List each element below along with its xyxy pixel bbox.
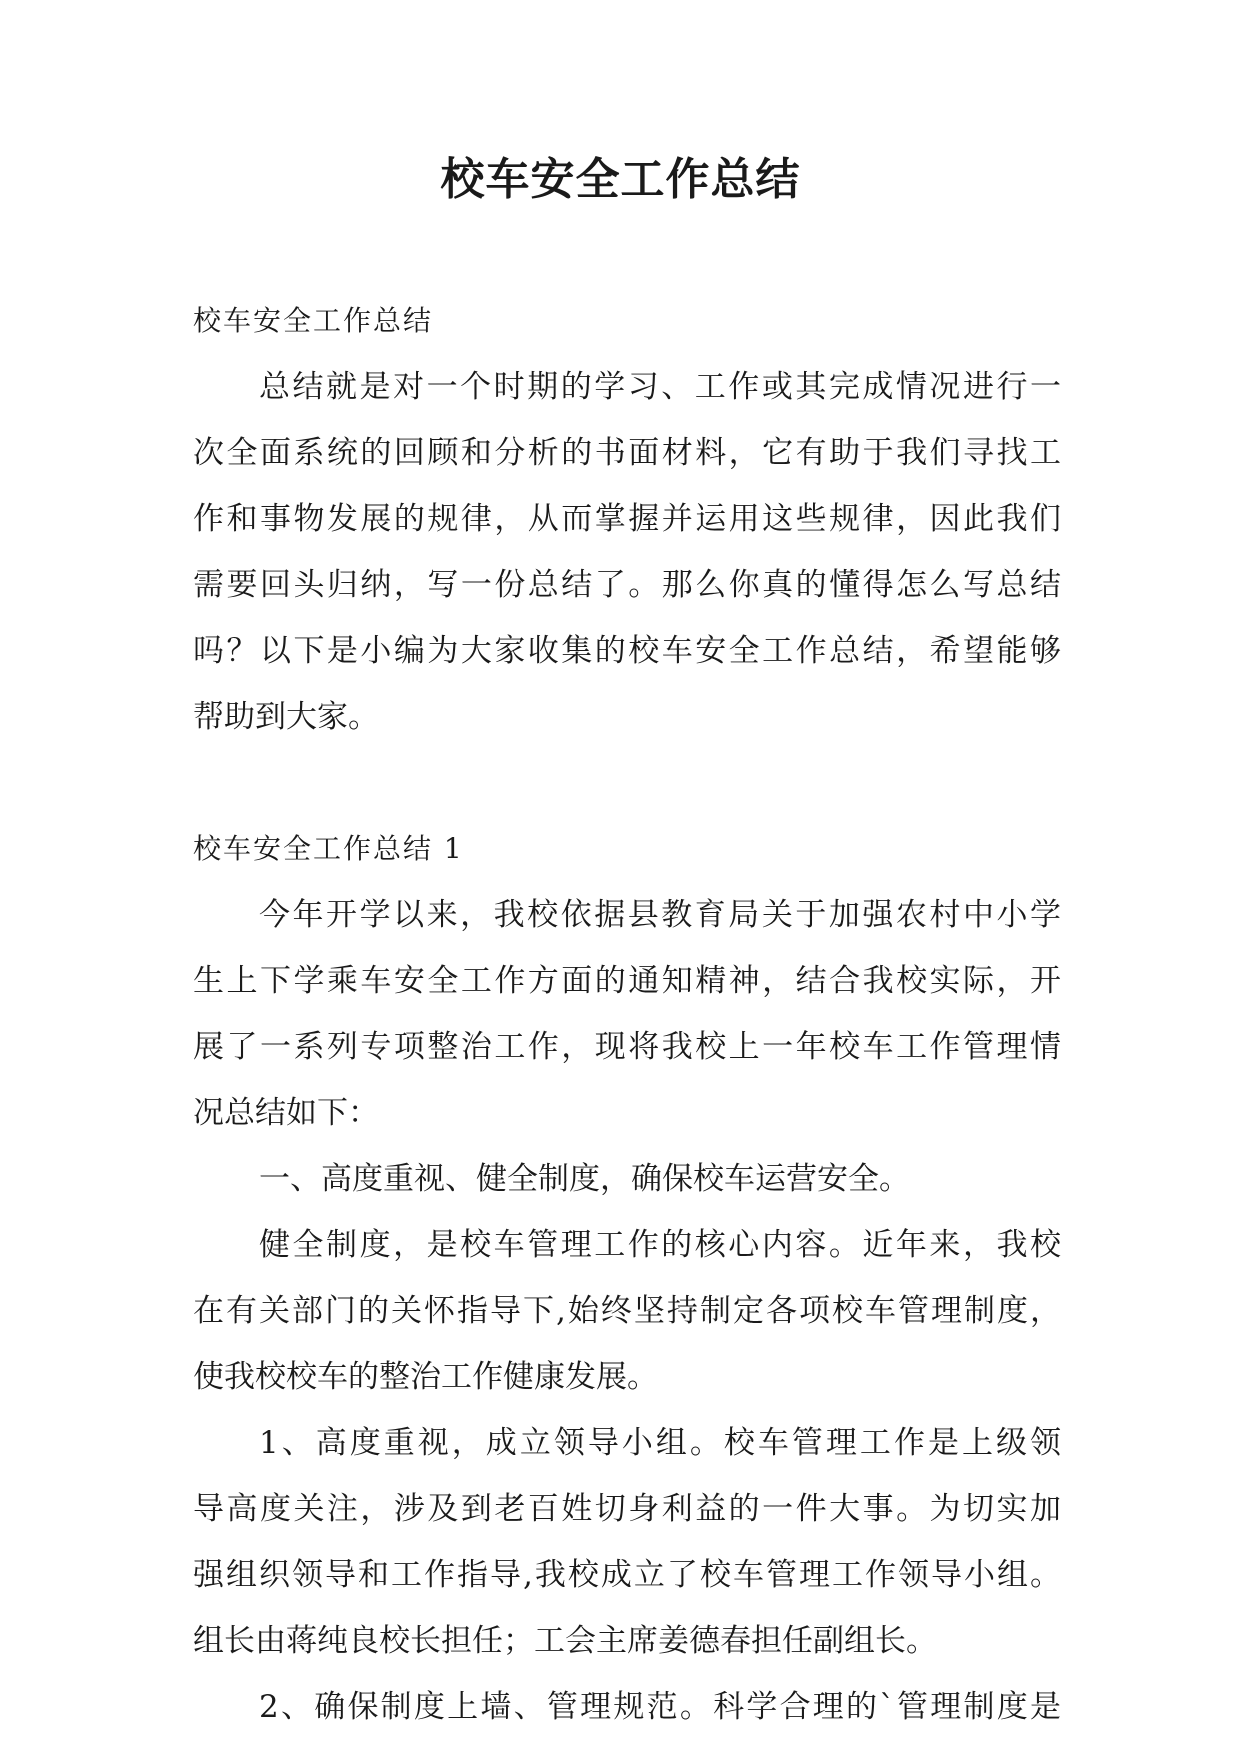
intro-line: 次全面系统的回顾和分析的书面材料，它有助于我们寻找工: [193, 435, 1061, 471]
intro-line: 吗？以下是小编为大家收集的校车安全工作总结，希望能够: [193, 633, 1061, 669]
document-title: 校车安全工作总结: [440, 154, 801, 205]
intro-line: 需要回头归纳，写一份总结了。那么你真的懂得怎么写总结: [193, 567, 1061, 603]
paragraph-line: 在有关部门的关怀指导下,始终坚持制定各项校车管理制度，: [193, 1293, 1061, 1329]
paragraph-line: 2、确保制度上墙、管理规范。科学合理的`管理制度是: [259, 1689, 1061, 1725]
intro-line: 帮助到大家。: [193, 699, 379, 735]
intro-line: 作和事物发展的规律，从而掌握并运用这些规律，因此我们: [193, 501, 1061, 537]
paragraph-line: 1、高度重视，成立领导小组。校车管理工作是上级领: [259, 1425, 1061, 1461]
paragraph-line: 使我校校车的整治工作健康发展。: [193, 1359, 658, 1395]
paragraph-line: 导高度关注，涉及到老百姓切身利益的一件大事。为切实加: [193, 1491, 1061, 1527]
paragraph-line: 展了一系列专项整治工作，现将我校上一年校车工作管理情: [193, 1029, 1061, 1065]
section-heading: 校车安全工作总结 1: [193, 832, 464, 865]
paragraph-line: 今年开学以来，我校依据县教育局关于加强农村中小学: [259, 897, 1061, 933]
intro-line: 总结就是对一个时期的学习、工作或其完成情况进行一: [259, 369, 1061, 405]
paragraph-line: 健全制度，是校车管理工作的核心内容。近年来，我校: [259, 1227, 1061, 1263]
subheading-line: 一、高度重视、健全制度，确保校车运营安全。: [259, 1161, 910, 1197]
paragraph-line: 况总结如下：: [193, 1095, 379, 1131]
paragraph-line: 生上下学乘车安全工作方面的通知精神，结合我校实际，开: [193, 963, 1061, 999]
paragraph-spacer: [193, 750, 1061, 816]
paragraph-line: 强组织领导和工作指导,我校成立了校车管理工作领导小组。: [193, 1557, 1061, 1593]
paragraph-line: 组长由蒋纯良校长担任；工会主席姜德春担任副组长。: [193, 1623, 937, 1659]
document-body: [193, 288, 1061, 1740]
document-subtitle: 校车安全工作总结: [193, 304, 434, 337]
